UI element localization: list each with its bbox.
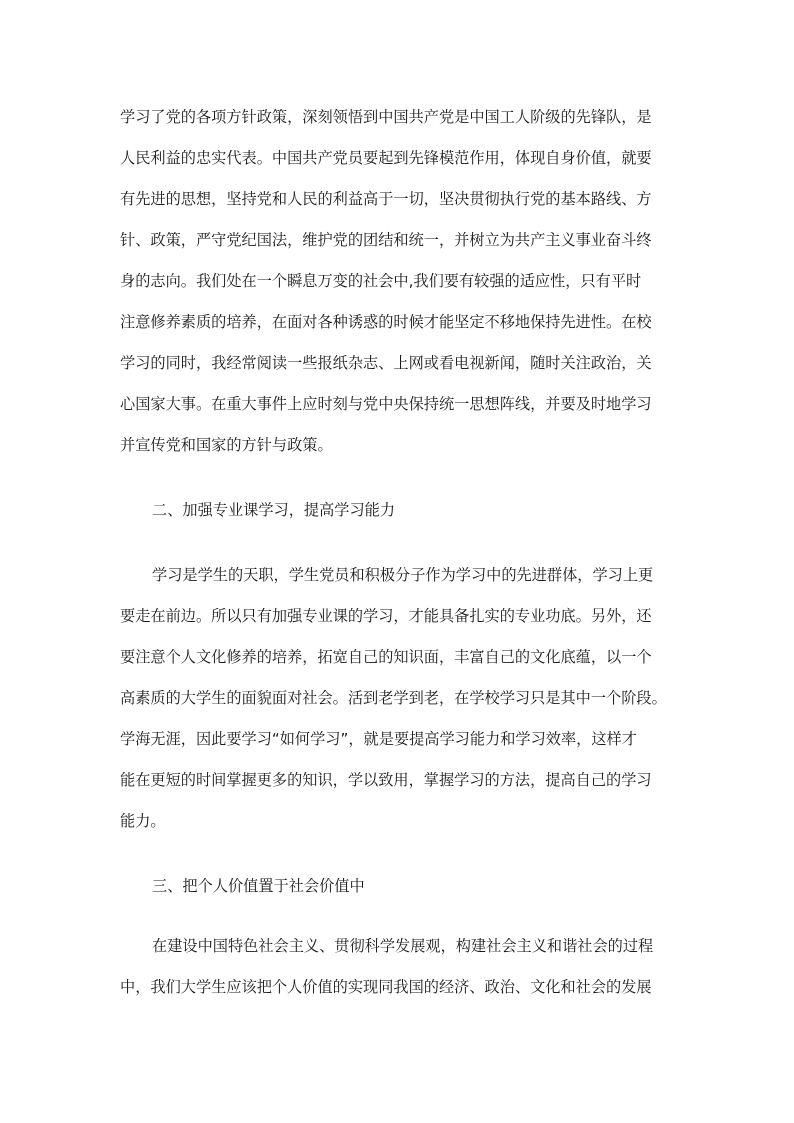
- paragraph-line: 要走在前边。所以只有加强专业课的学习，才能具备扎实的专业功底。另外，还: [120, 607, 652, 625]
- paragraph-line: 能力。: [120, 812, 166, 830]
- paragraph-line: 中，我们大学生应该把个人价值的实现同我国的经济、政治、文化和社会的发展: [120, 978, 652, 996]
- paragraph-line: 学海无涯，因此要学习“如何学习”，就是要提高学习能力和学习效率，这样才: [120, 730, 637, 748]
- paragraph-line: 学习是学生的天职，学生党员和积极分子作为学习中的先进群体，学习上更: [152, 566, 654, 584]
- paragraph-line: 人民利益的忠实代表。中国共产党员要起到先锋模范作用，体现自身价值，就要: [120, 149, 652, 167]
- paragraph-line: 要注意个人文化修养的培养，拓宽自己的知识面，丰富自己的文化底蕴，以一个: [120, 648, 652, 666]
- paragraph-line: 高素质的大学生的面貌面对社会。活到老学到老，在学校学习只是其中一个阶段。: [120, 689, 667, 707]
- section-heading: 三、把个人价值置于社会价值中: [152, 877, 365, 895]
- paragraph-line: 身的志向。我们处在一个瞬息万变的社会中,我们要有较强的适应性，只有平时: [120, 272, 642, 290]
- paragraph-line: 注意修养素质的培养，在面对各种诱惑的时候才能坚定不移地保持先进性。在校: [120, 313, 652, 331]
- paragraph-line: 并宣传党和国家的方针与政策。: [120, 436, 333, 454]
- section-heading: 二、加强专业课学习，提高学习能力: [152, 501, 395, 519]
- paragraph-line: 针、政策，严守党纪国法，维护党的团结和统一，并树立为共产主义事业奋斗终: [120, 231, 652, 249]
- paragraph-line: 能在更短的时间掌握更多的知识，学以致用，掌握学习的方法，提高自己的学习: [120, 771, 652, 789]
- paragraph-line: 有先进的思想，坚持党和人民的利益高于一切，坚决贯彻执行党的基本路线、方: [120, 190, 652, 208]
- paragraph-line: 学习了党的各项方针政策，深刻领悟到中国共产党是中国工人阶级的先锋队，是: [120, 108, 652, 126]
- paragraph-line: 在建设中国特色社会主义、贯彻科学发展观，构建社会主义和谐社会的过程: [152, 937, 654, 955]
- paragraph-line: 学习的同时，我经常阅读一些报纸杂志、上网或看电视新闻，随时关注政治，关: [120, 354, 652, 372]
- paragraph-line: 心国家大事。在重大事件上应时刻与党中央保持统一思想阵线，并要及时地学习: [120, 395, 652, 413]
